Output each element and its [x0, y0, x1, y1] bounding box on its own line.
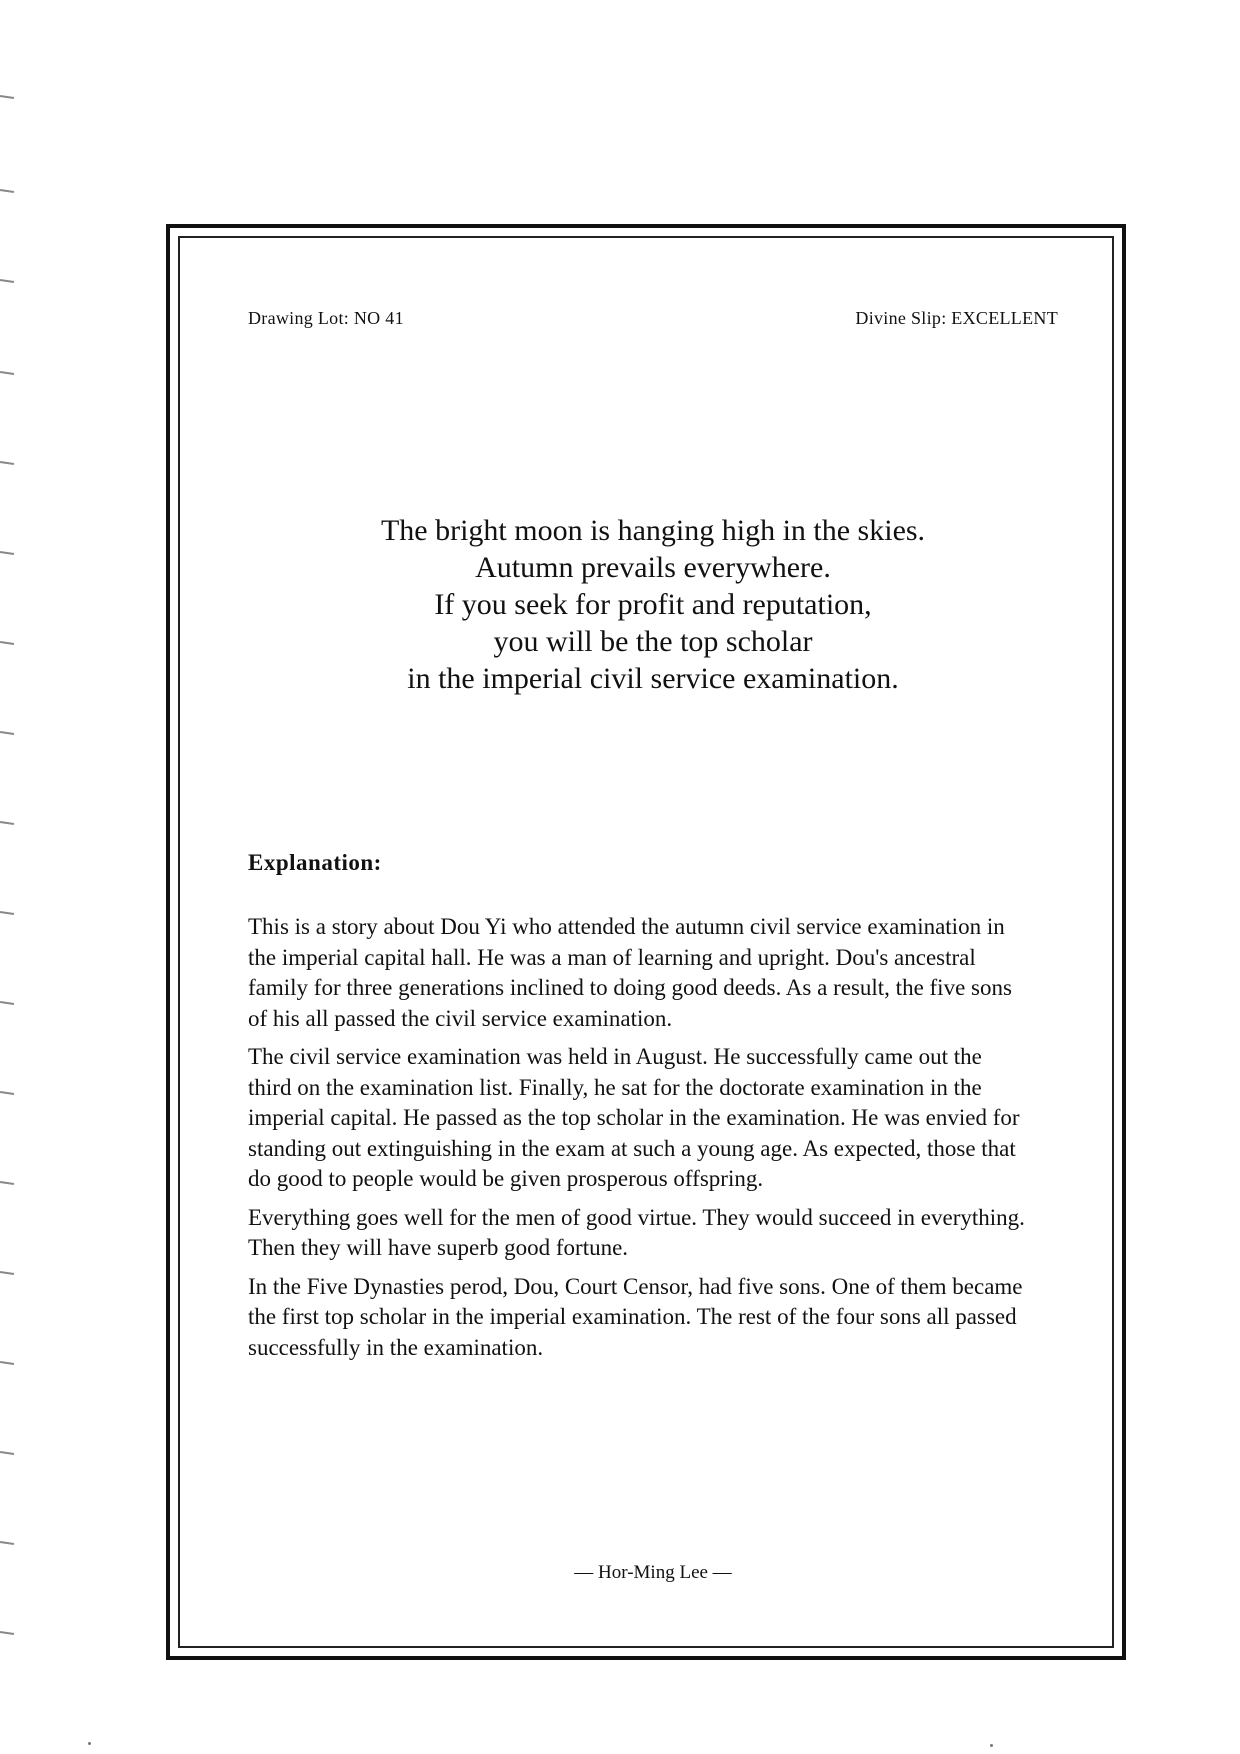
binder-edge-mark: [0, 1361, 14, 1365]
explanation-paragraph: Everything goes well for the men of good virtue. They would succeed in everything. Then they will have superb good fortune.: [248, 1204, 1025, 1260]
scan-speck: [88, 1742, 91, 1745]
binder-edge-mark: [0, 641, 14, 645]
binder-edge-mark: [0, 371, 14, 375]
binder-edge-mark: [0, 731, 14, 735]
binder-edge-mark: [0, 1091, 14, 1095]
explanation-paragraph: In the Five Dynasties perod, Dou, Court Censor, had five sons. One of them became the first top scholar in the imperial examination. The rest of the four sons all passed successfully in the examination.: [248, 1273, 1023, 1360]
poem-line: in the imperial civil service examination.: [407, 662, 899, 695]
binder-edge-mark: [0, 95, 14, 99]
scan-speck: [990, 1744, 993, 1747]
poem-line: If you seek for profit and reputation,: [434, 588, 872, 621]
binder-edge-mark: [0, 1451, 14, 1455]
binder-edge-mark: [0, 1271, 14, 1275]
binder-edge-mark: [0, 279, 14, 283]
binder-edge-mark: [0, 461, 14, 465]
poem-line: The bright moon is hanging high in the skies.: [380, 514, 926, 547]
explanation-heading: Explanation:: [248, 850, 382, 875]
oracle-poem: [248, 512, 1058, 697]
explanation-paragraph: This is a story about Dou Yi who attended the autumn civil service examination in the imperial capital hall. He was a man of learning and upright. Dou's ancestral family for three generations inclined to doing good deeds. As a result, the five sons of his all passed the civil service examination.: [248, 914, 1012, 1031]
drawing-lot-label: Drawing Lot: NO 41: [248, 308, 404, 328]
binder-edge-mark: [0, 189, 14, 193]
explanation-paragraph: The civil service examination was held in August. He successfully came out the third on the examination list. Finally, he sat for the doctorate examination in the imperial capital. He passed as the top scholar in the examination. He was envied for standing out extinguishing in the exam at such a young age. As expected, those that do good to people would be given prosperous offspring.: [248, 1044, 1020, 1191]
binder-edge-mark: [0, 551, 14, 555]
binder-edge-mark: [0, 1001, 14, 1005]
binder-edge-mark: [0, 1631, 14, 1635]
divine-slip-label: Divine Slip: EXCELLENT: [855, 308, 1058, 328]
binder-edge-mark: [0, 1541, 14, 1545]
poem-line: you will be the top scholar: [493, 625, 813, 658]
author-signature: — Hor-Ming Lee —: [574, 1562, 732, 1583]
binder-edge-mark: [0, 1181, 14, 1185]
binder-edge-mark: [0, 821, 14, 825]
binder-edge-mark: [0, 911, 14, 915]
poem-line: Autumn prevails everywhere.: [475, 551, 831, 584]
explanation-body: [248, 912, 1028, 1371]
